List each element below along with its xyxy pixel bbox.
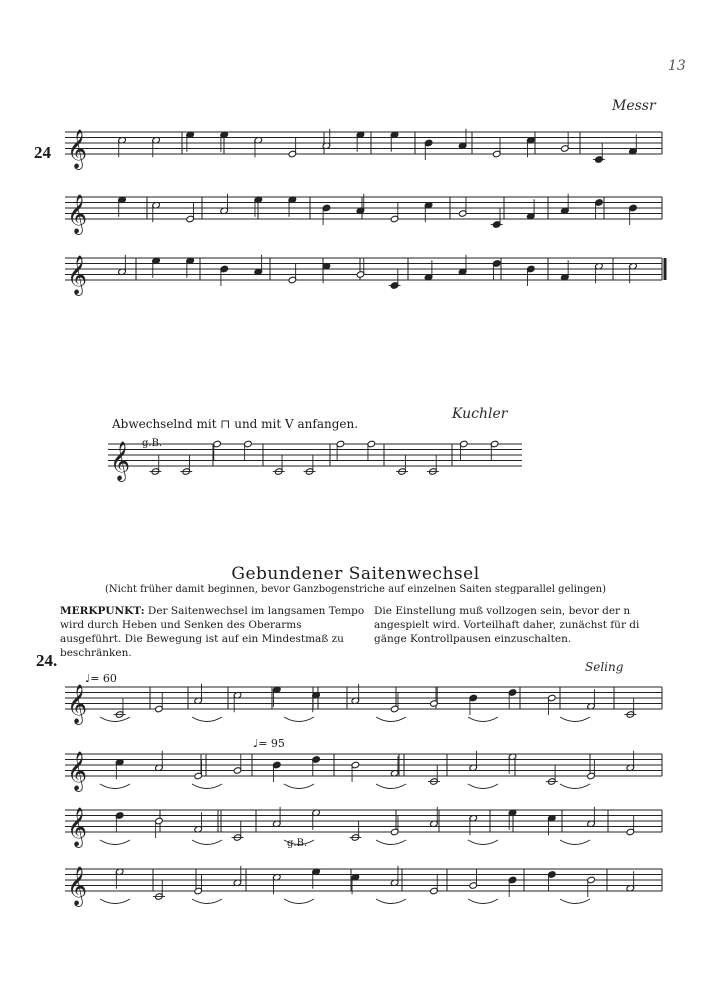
bottom-staff-3-slur [100,840,130,845]
section-title: Gebundener Saitenwechsel [231,564,480,584]
bottom-staff-1-slur [376,717,406,722]
bottom-staff-3-slur [284,840,314,845]
bottom-staff-2-slur [192,784,222,789]
bottom-staff-3-slur [192,840,222,845]
bottom-staff-3-slur [376,840,406,845]
bottom-staff-1-slur [560,717,590,722]
exercise-number-bottom: 24. [36,651,58,670]
bottom-staff-3-slur [468,840,498,845]
handwritten-annotation-middle: Kuchler [452,406,508,422]
page-number: 13 [668,58,686,74]
bottom-staff-2-treble-clef-icon: 𝄞 [67,751,88,791]
bottom-staff-1-slur [468,717,498,722]
handwritten-annotation-top: Messr [612,98,656,114]
right-column-text: Die Einstellung muß vollzogen sein, bevor der n angespielt wird. Vorteilhaft daher, zunächst für di gänge Kontrollpausen einzuschalten. [374,605,640,645]
bottom-staff-1-slur [192,717,222,722]
middle-gb-note: g.B. [142,438,163,449]
bottom-staff-2-slur [468,784,498,789]
bottom-staff-2-slur [100,784,130,789]
bottom-gb-note: g.B. [287,838,308,849]
bottom-staff-2-slur [376,784,406,789]
bottom-staff-3-treble-clef-icon: 𝄞 [67,807,88,847]
bottom-staff-3-slur [560,840,590,845]
top-staff-2-treble-clef-icon: 𝄞 [67,194,88,234]
bottom-staff-2-slur [560,784,590,789]
middle-staff-treble-clef-icon: 𝄞 [110,441,131,481]
section-subtitle: (Nicht früher damit beginnen, bevor Ganzbogenstriche auf einzelnen Saiten stegparallel gelingen) [105,584,606,595]
merkpunkt-body: Der Saitenwechsel im langsamen Tempo wird durch Heben und Senken des Oberarms ausgeführt. Die Bewegung ist auf ein Mindestmaß zu beschränken. [60,605,365,659]
tempo-marking-60: ♩= 60 [85,672,117,685]
handwritten-annotation-lower: Seling [585,660,624,674]
bottom-staff-4-slur [560,899,590,904]
top-staff-3-treble-clef-icon: 𝄞 [67,255,88,295]
bottom-staff-1-slur [100,717,130,722]
middle-caption: Abwechselnd mit ⊓ und mit V anfangen. [112,417,359,431]
merkpunkt-label: MERKPUNKT: [60,605,145,617]
bottom-staff-4-slur [100,899,130,904]
bottom-staff-4-slur [192,899,222,904]
bottom-staff-4-slur [284,899,314,904]
bottom-staff-2-slur [284,784,314,789]
bottom-staff-1-slur [284,717,314,722]
exercise-number-top: 24 [34,143,51,162]
bottom-staff-4-treble-clef-icon: 𝄞 [67,866,88,906]
bottom-staff-4-slur [376,899,406,904]
bottom-staff-4-slur [468,899,498,904]
tempo-marking-95: ♩= 95 [253,737,285,750]
bottom-staff-1-treble-clef-icon: 𝄞 [67,684,88,724]
top-staff-1-treble-clef-icon: 𝄞 [67,129,88,169]
